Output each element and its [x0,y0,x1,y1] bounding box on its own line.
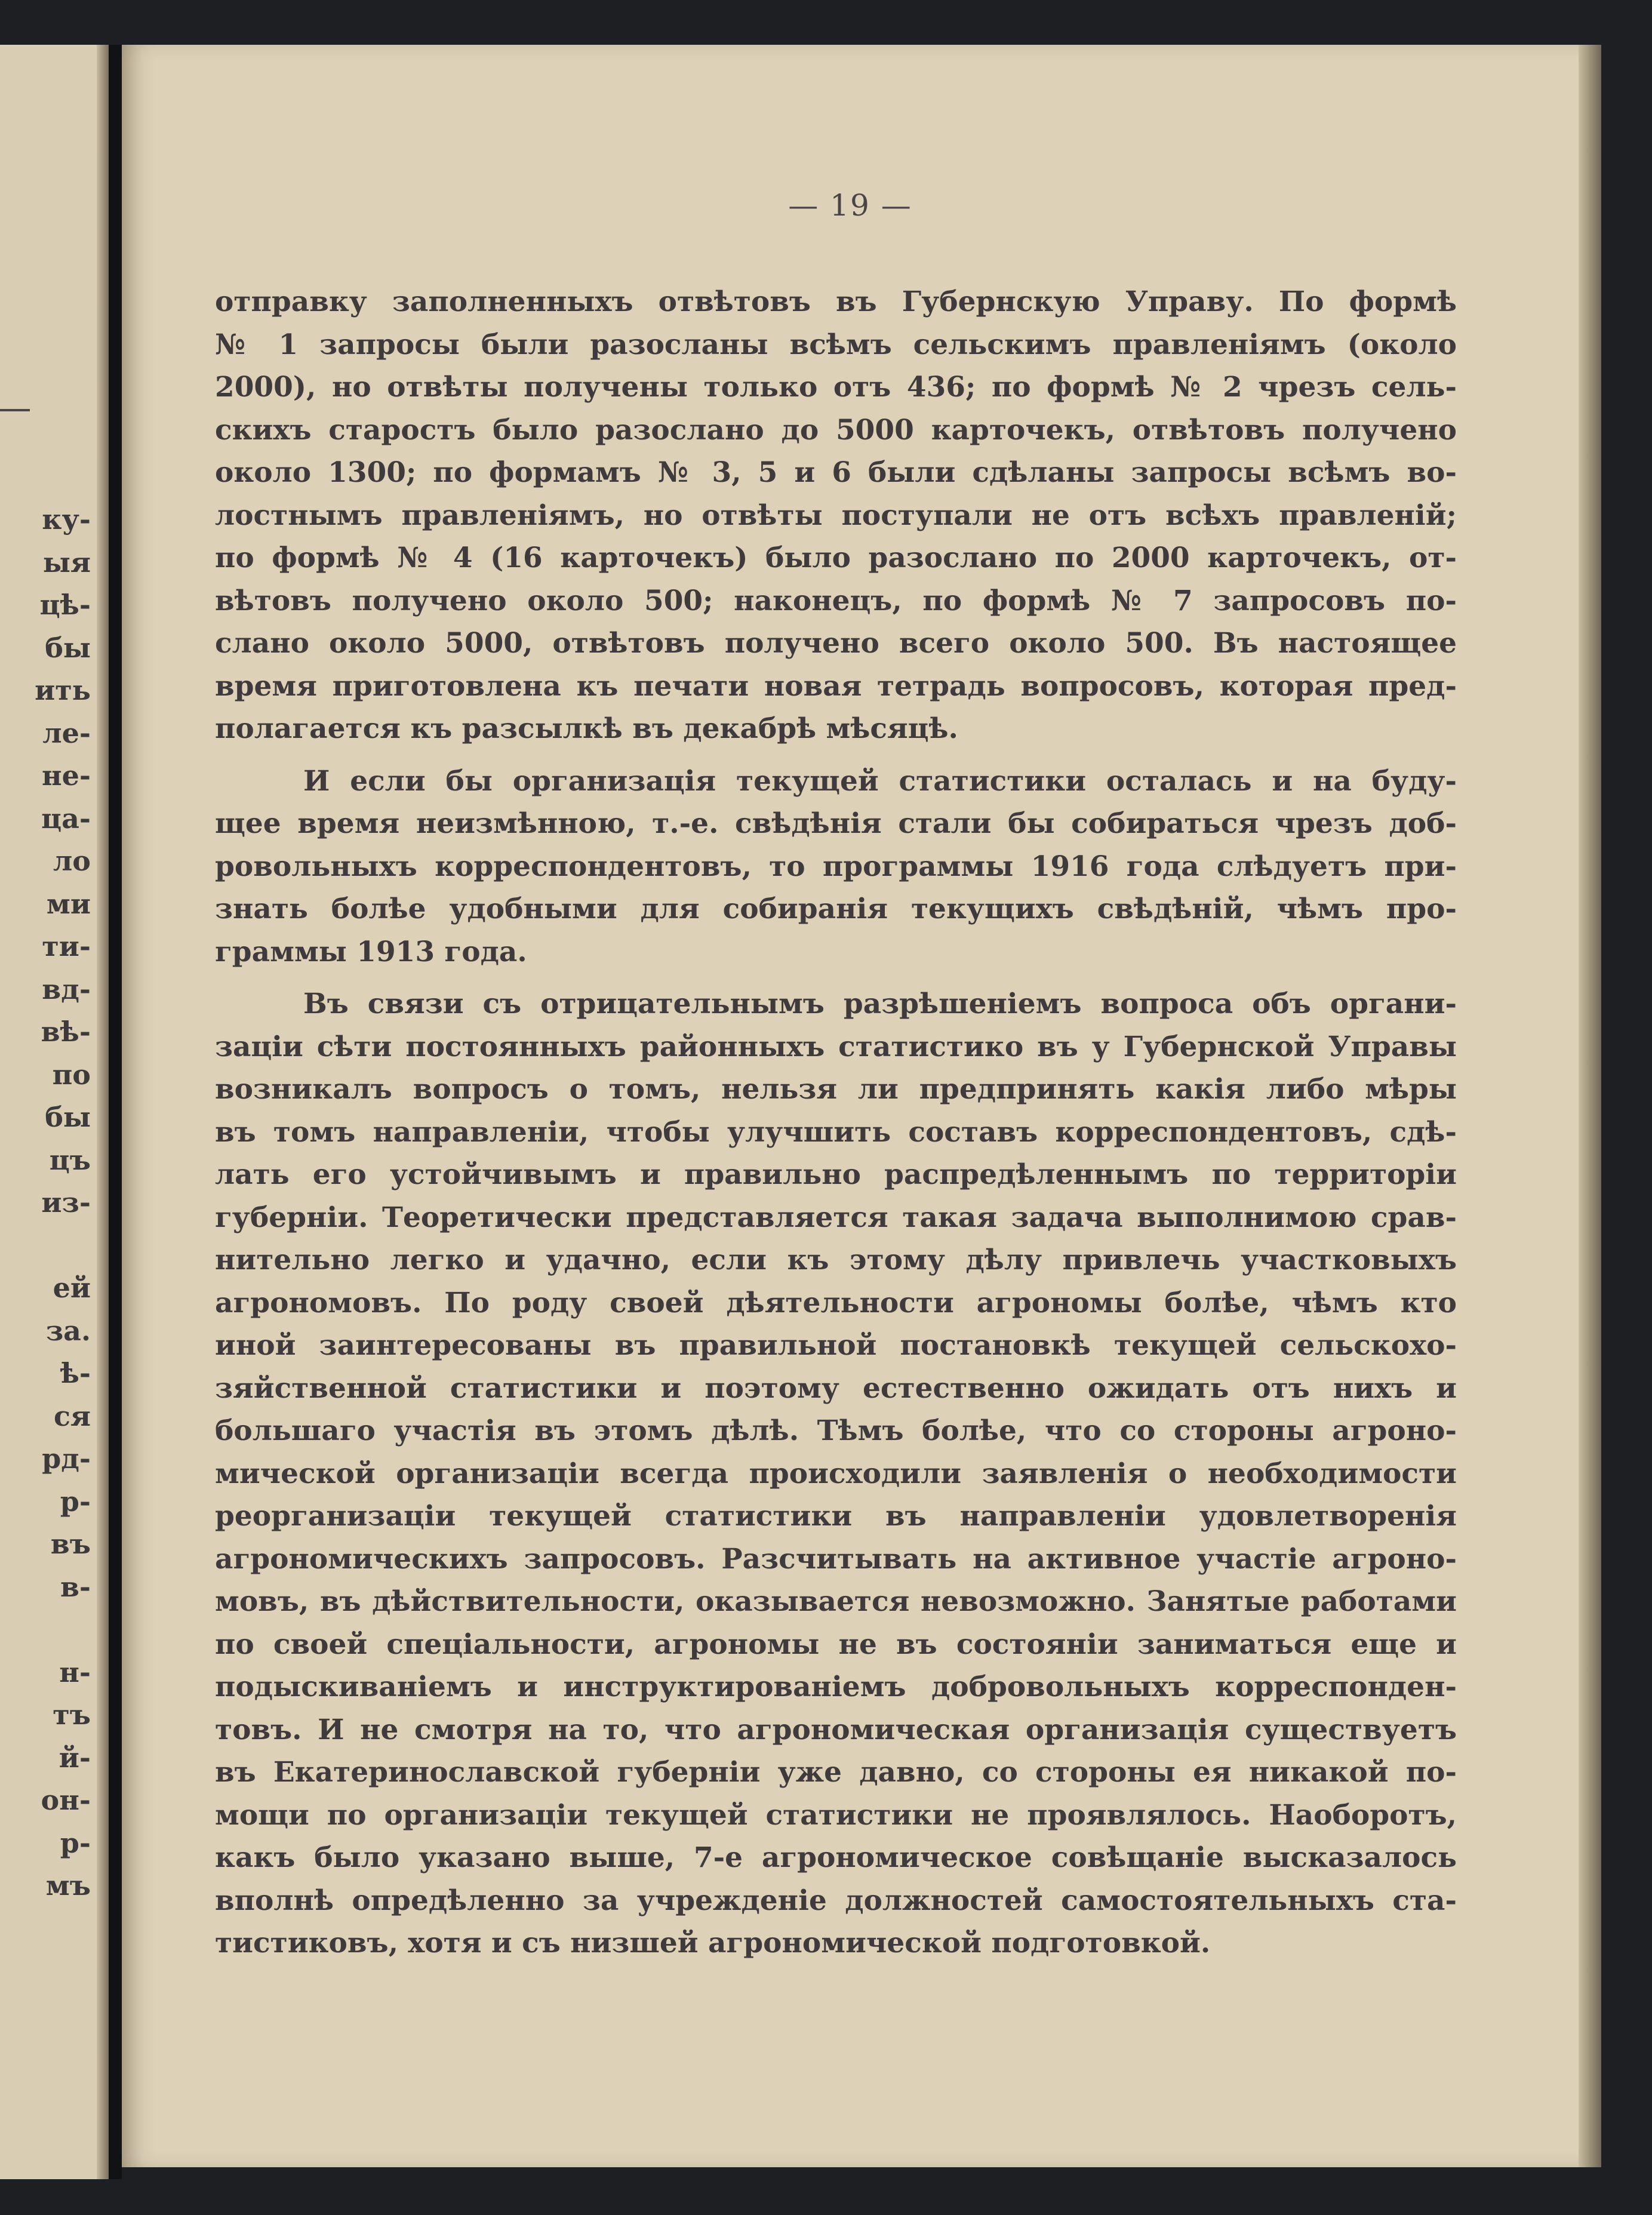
right-page-edge [1579,45,1601,2167]
text-line: лостнымъ правленіямъ, но отвѣты поступали не отъ всѣхъ правленій; [215,499,1457,532]
text-line: время приготовлена къ печати новая тетрадь вопросовъ, которая пред- [215,669,1457,703]
left-page-fragment: ѣ- [60,1357,91,1389]
left-page-fragment: бы [45,1101,91,1133]
text-line: Въ связи съ отрицательнымъ разрѣшеніемъ вопроса объ органи- [303,987,1457,1020]
left-page-fragment: ся [54,1399,91,1432]
text-line: вполнѣ опредѣленно за учрежденіе должностей самостоятельныхъ ста- [215,1884,1457,1917]
text-line: агрономическихъ запросовъ. Разсчитывать на активное участіе агроно- [215,1542,1457,1576]
left-page-fragment [0,1225,101,1268]
left-page-edge [97,45,109,2179]
left-page-fragment: р- [60,1485,91,1518]
left-page-fragment: вѣ- [41,1016,91,1048]
text-line: вѣтовъ получено около 500; наконецъ, по формѣ № 7 запросовъ по- [215,584,1457,617]
text-line: граммы 1913 года. [215,935,527,968]
text-line: знать болѣе удобными для собиранія текущихъ свѣдѣній, чѣмъ про- [215,893,1457,925]
left-page-fragment: й- [59,1741,91,1774]
text-line: тистиковъ, хотя и съ низшей агрономической подготовкой. [215,1927,1211,1959]
text-line: по своей спеціальности, агрономы не въ состояніи заниматься еще и [215,1628,1457,1661]
book-gutter [109,45,122,2179]
page-body-text [215,281,1457,1965]
left-page-fragment: въ [50,1528,91,1560]
left-page-fragment: р- [60,1826,91,1859]
left-page-fragment: бы [45,631,91,664]
left-page-fragment: ей [53,1272,91,1304]
text-line: реорганизаціи текущей статистики въ направленіи удовлетворенія [215,1500,1457,1533]
text-line: въ Екатеринославской губерніи уже давно, со стороны ея никакой по- [215,1756,1457,1789]
text-line: № 1 запросы были разосланы всѣмъ сельскимъ правленіямъ (около [215,328,1457,361]
text-line: отправку заполненныхъ отвѣтовъ въ Губернскую Управу. По формѣ [215,285,1457,318]
text-line: 2000), но отвѣты получены только отъ 436; по формѣ № 2 чрезъ сель- [215,371,1457,404]
text-line: И если бы организація текущей статистики осталась и на буду- [303,764,1457,798]
left-page-fragment: ыя [42,546,91,579]
left-page-fragment: в- [60,1570,91,1603]
left-page-fragment: цѣ- [39,589,91,621]
left-page [0,45,109,2179]
text-line: зяйственной статистики и поэтому естественно ожидать отъ нихъ и [215,1371,1457,1405]
left-page-fragment: рд- [42,1442,91,1475]
left-page-fragments [0,499,101,1908]
left-page-fragment: ить [35,674,91,706]
text-line: скихъ старостъ было разослано до 5000 карточекъ, отвѣтовъ получено [215,413,1457,447]
left-page-dash [0,409,30,411]
left-page-fragment: из- [41,1186,91,1219]
left-page-fragment: ле- [42,716,91,749]
left-page-fragment [0,1608,101,1651]
text-line: подыскиваніемъ и инструктированіемъ добровольныхъ корреспонден- [215,1671,1457,1703]
text-line: агрономовъ. По роду своей дѣятельности агрономы болѣе, чѣмъ кто [215,1286,1457,1319]
text-line: товъ. И не смотря на то, что агрономическая организація существуетъ [215,1713,1457,1746]
text-line: нительно легко и удачно, если къ этому дѣлу привлечь участковыхъ [215,1244,1457,1276]
text-line: мощи по организаціи текущей статистики не проявлялось. Наоборотъ, [215,1798,1457,1832]
left-page-fragment: ти- [42,930,91,962]
text-line: иной заинтересованы въ правильной постановкѣ текущей сельскохо- [215,1329,1457,1362]
left-page-fragment: ку- [42,503,91,536]
text-line: какъ было указано выше, 7-е агрономическое совѣщаніе высказалось [215,1841,1457,1874]
text-line: губерніи. Теоретически представляется такая задача выполнимою срав- [215,1201,1457,1234]
left-page-fragment: ло [53,845,91,877]
text-line: слано около 5000, отвѣтовъ получено всего около 500. Въ настоящее [215,627,1457,660]
text-line: ровольныхъ корреспондентовъ, то программы 1916 года слѣдуетъ при- [215,850,1457,883]
left-page-fragment: ми [46,887,91,920]
text-line: возникалъ вопросъ о томъ, нельзя ли предпринять какія либо мѣры [215,1073,1457,1106]
paragraph [215,760,1457,974]
text-line: полагается къ разсылкѣ въ декабрѣ мѣсяцѣ. [215,712,958,745]
left-page-fragment: за. [45,1314,91,1347]
text-line: въ томъ направленіи, чтобы улучшить составъ корреспондентовъ, сдѣ- [215,1115,1457,1149]
text-line: около 1300; по формамъ № 3, 5 и 6 были сдѣланы запросы всѣмъ во- [215,456,1457,489]
text-line: лать его устойчивымъ и правильно распредѣленнымъ по территоріи [215,1158,1457,1191]
text-line: по формѣ № 4 (16 карточекъ) было разослано по 2000 карточекъ, от- [215,542,1457,574]
left-page-fragment: по [52,1058,91,1091]
text-line: щее время неизмѣнною, т.-е. свѣдѣнія стали бы собираться чрезъ доб- [215,807,1457,840]
page-number: — 19 — [788,188,912,223]
left-page-fragment: тъ [53,1699,91,1731]
left-page-fragment: цъ [49,1143,91,1176]
left-page-fragment: вд- [42,973,91,1005]
book-page [122,45,1579,2167]
left-page-fragment: он- [41,1784,91,1816]
left-page-fragment: н- [59,1656,91,1688]
left-page-fragment: ца- [41,802,91,835]
paragraph [215,281,1457,750]
left-page-fragment: не- [41,759,91,792]
text-line: заціи сѣти постоянныхъ районныхъ статистико въ у Губернской Управы [215,1030,1457,1063]
text-line: мовъ, въ дѣйствительности, оказывается невозможно. Занятые работами [215,1585,1457,1618]
paragraph [215,983,1457,1965]
text-line: большаго участія въ этомъ дѣлѣ. Тѣмъ болѣе, что со стороны агроно- [215,1414,1457,1447]
left-page-fragment: мъ [45,1869,91,1902]
text-line: мической организаціи всегда происходили заявленія о необходимости [215,1457,1457,1490]
